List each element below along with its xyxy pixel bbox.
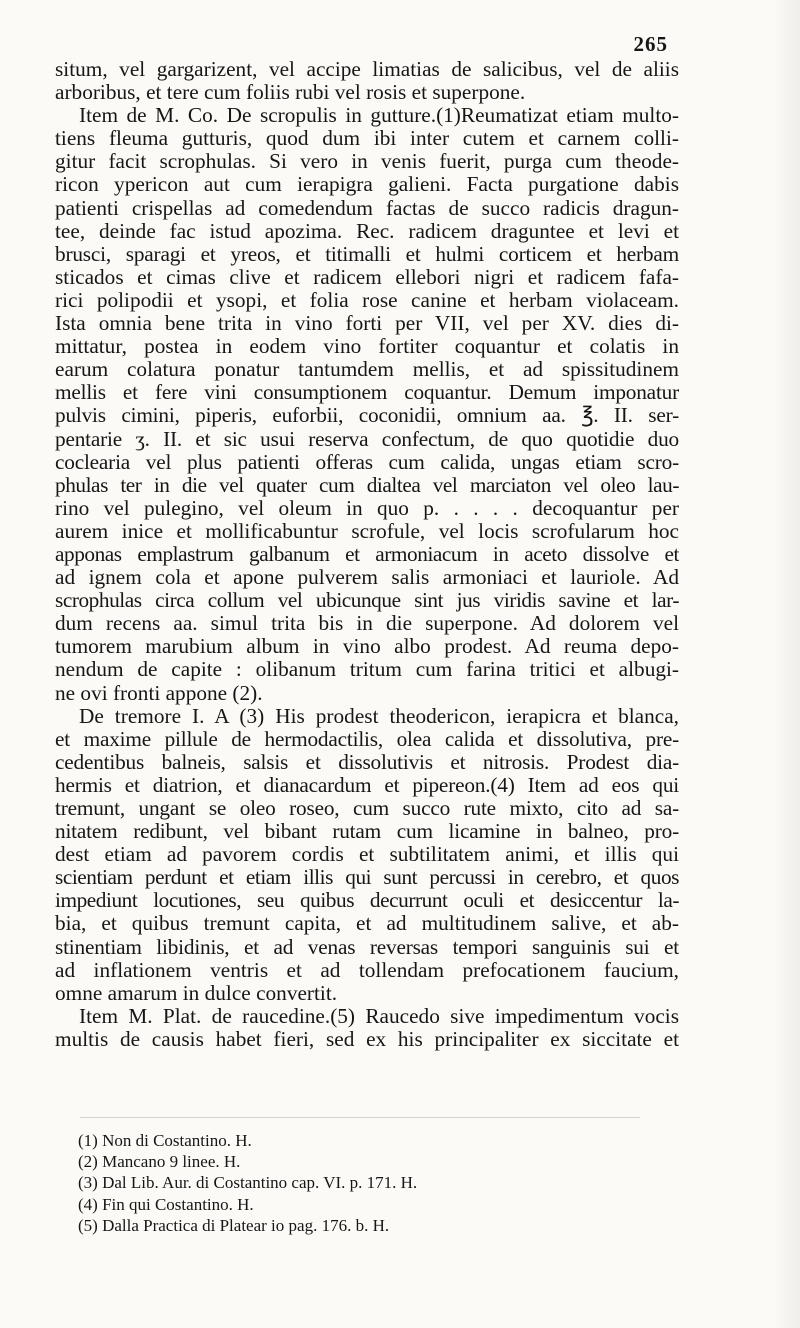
main-text (55, 58, 679, 1051)
text-line: et maxime pillule de hermodactilis, olea calida et dissolutiva, pre- (55, 727, 679, 751)
text-line: impediunt locutiones, seu quibus decurrunt oculi et desiccentur la- (55, 889, 679, 913)
footnote: (4) Fin qui Costantino. H. (78, 1194, 254, 1214)
text-line: pentarie ʒ. II. et sic usui reserva confectum, de quo quotidie duo (55, 427, 679, 451)
text-line: tee, deinde fac istud apozima. Rec. radicem draguntee et levi et (55, 219, 679, 243)
text-line: earum colatura ponatur tantumdem mellis, et ad spissitudinem (55, 358, 679, 382)
text-line: scientiam perdunt et etiam illis qui sunt percussi in cerebro, et quos (55, 866, 679, 890)
text-line: brusci, sparagi et yreos, et titimalli et hulmi corticem et herbam (55, 242, 679, 266)
text-line: situm, vel gargarizent, vel accipe limatias de salicibus, vel de aliis (55, 58, 679, 81)
text-line: ricon ypericon aut cum ierapigra galieni. Facta purgatione dabis (55, 173, 679, 197)
text-line: aurem inice et mollificabuntur scrofule, vel locis scrofularum hoc (55, 519, 679, 543)
section-heading-line: De tremore I. A (3) His prodest theodericon, ierapicra et blanca, (79, 704, 679, 728)
text-line: omne amarum in dulce convertit. (55, 981, 338, 1005)
page-number: 265 (633, 32, 668, 56)
page-edge-shadow (774, 0, 800, 1328)
text-line: hermis et diatrion, et dianacardum et pipereon.(4) Item ad eos qui (55, 773, 679, 797)
text-line: pulvis cimini, piperis, euforbii, coconidii, omnium aa. ℥. II. ser- (55, 404, 679, 428)
text-line: rici polipodii et ysopi, et folia rose canine et herbam violaceam. (55, 288, 679, 312)
text-line: ne ovi fronti appone (2). (55, 681, 263, 705)
text-line: mellis et fere vini consumptionem coquantur. Demum imponatur (55, 381, 679, 405)
text-line: tremunt, ungant se oleo roseo, cum succo rute mixto, cito ad sa- (55, 797, 679, 820)
footnotes (78, 1130, 658, 1236)
footnote: (2) Mancano 9 linee. H. (78, 1152, 241, 1172)
text-line: gitur facit scrophulas. Si vero in venis fuerit, purga cum theode- (55, 150, 679, 174)
text-line: scrophulas circa collum vel ubicunque sint jus viridis savine et lar- (55, 589, 679, 613)
text-line: arboribus, et tere cum foliis rubi vel rosis et superpone. (55, 81, 526, 105)
text-line: bia, et quibus tremunt capita, et ad multitudinem salive, et ab- (55, 912, 679, 936)
text-line: dest etiam ad pavorem cordis et subtilitatem animi, et illis qui (55, 843, 679, 867)
text-line: dum recens aa. simul trita bis in die superpone. Ad dolorem vel (55, 612, 679, 636)
text-line: stinentiam libidinis, et ad venas reversas tempori sanguinis sui et (55, 935, 679, 959)
text-line: tiens fleuma gutturis, quod dum ibi inter cutem et carnem colli- (55, 127, 679, 151)
footnote-divider (80, 1117, 640, 1118)
text-line: ad ignem cola et apone pulverem salis armoniaci et lauriole. Ad (55, 566, 679, 590)
text-line: mittatur, postea in eodem vino fortiter coquantur et colatis in (55, 335, 679, 359)
text-line: multis de causis habet fieri, sed ex his principaliter ex siccitate et (55, 1027, 679, 1051)
footnote: (3) Dal Lib. Aur. di Costantino cap. VI. p. 171. H. (78, 1173, 418, 1193)
section-heading-line: Item M. Plat. de raucedine.(5) Raucedo sive impedimentum vocis (79, 1004, 679, 1028)
text-line: tumorem marubium album in vino albo prodest. Ad reuma depo- (55, 635, 679, 659)
text-line: rino vel pulegino, vel oleum in quo p. . . . . decoquantur per (55, 496, 679, 520)
text-line: coclearia vel plus patienti offeras cum calida, ungas etiam scro- (55, 450, 679, 474)
section-heading-line: Item de M. Co. De scropulis in gutture.(1)Reumatizat etiam multo- (79, 104, 679, 128)
text-line: nitatem redibunt, vel bibant rutam cum licamine in balneo, pro- (55, 820, 679, 844)
footnote: (1) Non di Costantino. H. (78, 1131, 252, 1150)
text-line: cedentibus balneis, salsis et dissolutivis et nitrosis. Prodest dia- (55, 750, 679, 774)
text-line: patienti crispellas ad comedendum factas de succo radicis dragun- (55, 196, 679, 220)
text-line: Ista omnia bene trita in vino forti per VII, vel per XV. dies di- (55, 312, 679, 336)
text-line: phulas ter in die vel quater cum dialtea vel marciaton vel oleo lau- (55, 473, 679, 497)
footnote: (5) Dalla Practica di Platear io pag. 176. b. H. (78, 1215, 390, 1235)
text-line: ad inflationem ventris et ad tollendam prefocationem faucium, (55, 958, 679, 982)
text-line: apponas emplastrum galbanum et armoniacum in aceto dissolve et (55, 542, 679, 566)
text-line: sticados et cimas clive et radicem ellebori nigri et radicem fafa- (55, 265, 679, 289)
text-line: nendum de capite : olibanum tritum cum farina tritici et albugi- (55, 658, 679, 682)
